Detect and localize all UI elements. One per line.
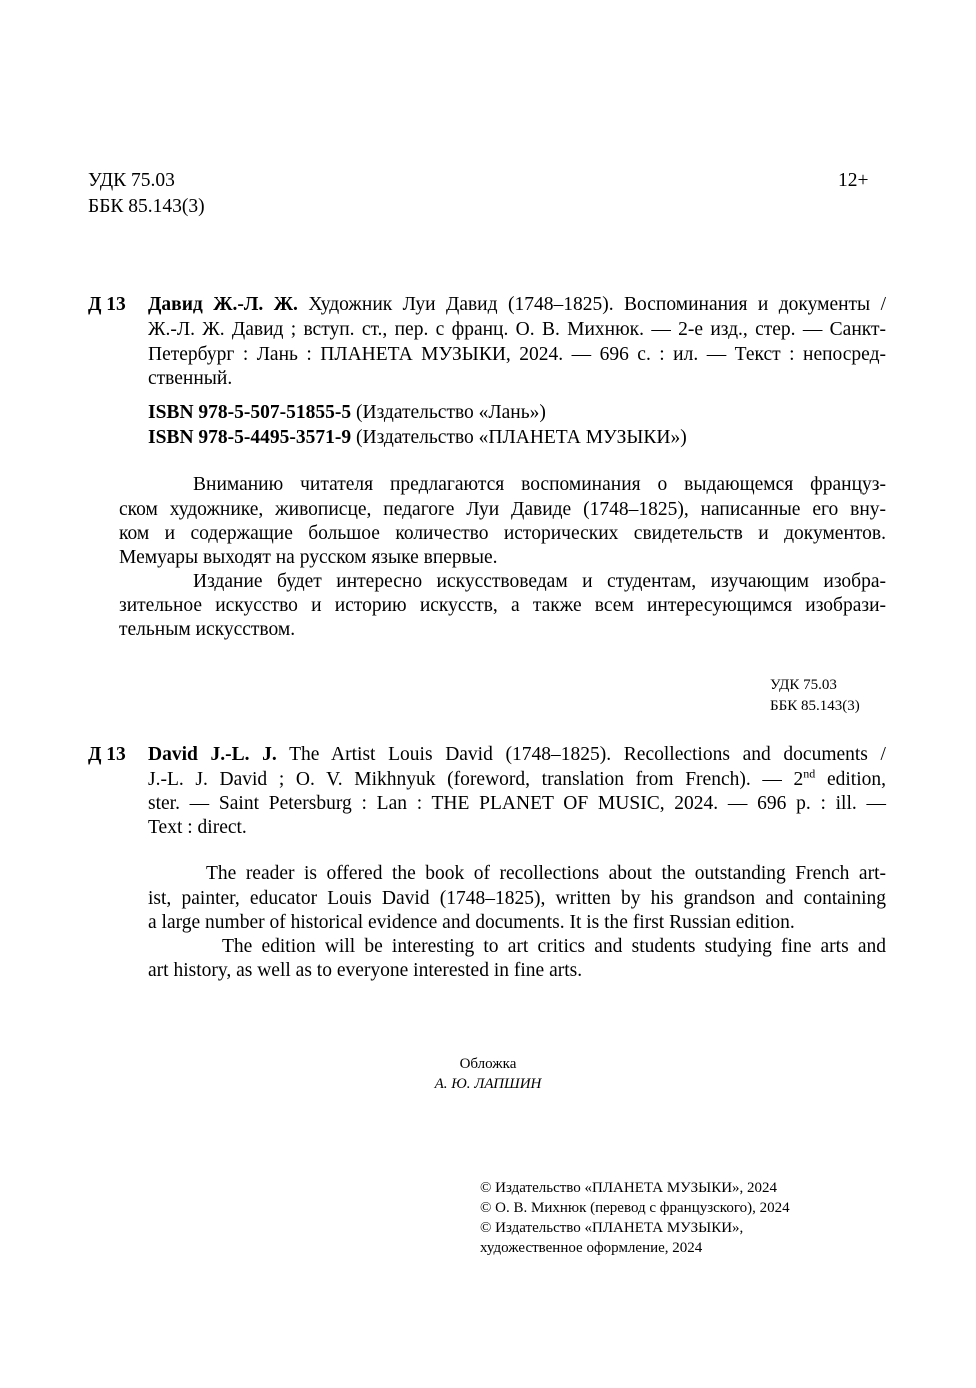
en-bbk-code: ББК 85.143(3) <box>770 698 860 714</box>
ru-abstract-line: зительное искусство и историю искусств, а также всем интересующимся изобрази- <box>119 595 886 616</box>
ru-record-author: Давид Ж.-Л. Ж. <box>148 294 298 315</box>
en-record-line-4: Text : direct. <box>148 817 247 838</box>
ru-record-line-1 <box>148 294 886 316</box>
ru-abstract-line: ском художнике, живописце, педагоге Луи Давиде (1748–1825), написанные его вну- <box>119 499 886 520</box>
isbn-lan-number: ISBN 978-5-507-51855-5 <box>148 402 352 423</box>
ru-record-title: Художник Луи Давид (1748–1825). Воспоминания и документы / <box>308 294 887 315</box>
ru-abstract-line: Вниманию читателя предлагаются воспоминания о выдающемся француз- <box>193 474 886 495</box>
isbn-lan <box>148 402 546 424</box>
en-record-code: Д 13 <box>88 744 126 765</box>
cover-artist: А. Ю. ЛАПШИН <box>434 1076 542 1092</box>
en-abstract-line: The edition will be interesting to art critics and students studying fine arts and <box>222 936 886 957</box>
en-abstract-line: The reader is offered the book of recollections about the outstanding French art- <box>206 863 886 884</box>
ru-record-line-3: Петербург : Лань : ПЛАНЕТА МУЗЫКИ, 2024. — 696 с. : ил. — Текст : непосред- <box>148 344 886 365</box>
en-abstract-line: ist, painter, educator Louis David (1748–1825), written by his grandson and containing <box>148 888 886 909</box>
isbn-planet-publisher: (Издательство «ПЛАНЕТА МУЗЫКИ») <box>356 427 687 448</box>
en-record-line-2: J.-L. J. David ; O. V. Mikhnyuk (foreword, translation from French). — 2nd edition, <box>148 766 886 790</box>
copyright-line: © Издательство «ПЛАНЕТА МУЗЫКИ», 2024 <box>480 1180 778 1196</box>
isbn-planet <box>148 427 687 449</box>
en-record-title: The Artist Louis David (1748–1825). Recollections and documents / <box>289 744 886 765</box>
copyright-line: © О. В. Михнюк (перевод с французского), 2024 <box>480 1200 790 1216</box>
ru-record-line-4: ственный. <box>148 368 233 389</box>
en-record-author: David J.-L. J. <box>148 744 277 765</box>
cover-label: Обложка <box>459 1056 517 1072</box>
ordinal-suffix: nd <box>803 766 816 781</box>
ru-abstract-line: Издание будет интересно искусствоведам и студентам, изучающим изобра- <box>193 571 886 592</box>
udk-code: УДК 75.03 <box>88 170 175 191</box>
ru-abstract-line: ком и содержащие большое количество исторических свидетельств и документов. <box>119 523 886 544</box>
ru-abstract-line: тельным искусством. <box>119 619 296 640</box>
copyright-line: художественное оформление, 2024 <box>480 1240 703 1256</box>
bbk-code: ББК 85.143(3) <box>88 196 205 217</box>
isbn-planet-number: ISBN 978-5-4495-3571-9 <box>148 427 352 448</box>
age-rating: 12+ <box>838 170 869 191</box>
ru-abstract-line: Мемуары выходят на русском языке впервые. <box>119 547 498 568</box>
en-abstract-line: a large number of historical evidence and documents. It is the first Russian edition. <box>148 912 795 933</box>
ru-record-code: Д 13 <box>88 294 126 315</box>
isbn-lan-publisher: (Издательство «Лань») <box>356 402 546 423</box>
ru-record-line-2: Ж.-Л. Ж. Давид ; вступ. ст., пер. с франц. О. В. Михнюк. — 2-е изд., стер. — Санкт- <box>148 319 886 340</box>
en-abstract-line: art history, as well as to everyone interested in fine arts. <box>148 960 583 981</box>
en-udk-code: УДК 75.03 <box>770 677 837 693</box>
copyright-line: © Издательство «ПЛАНЕТА МУЗЫКИ», <box>480 1220 744 1236</box>
en-record-line-1 <box>148 744 886 766</box>
en-record-line-3: ster. — Saint Petersburg : Lan : THE PLANET OF MUSIC, 2024. — 696 p. : ill. — <box>148 793 886 814</box>
